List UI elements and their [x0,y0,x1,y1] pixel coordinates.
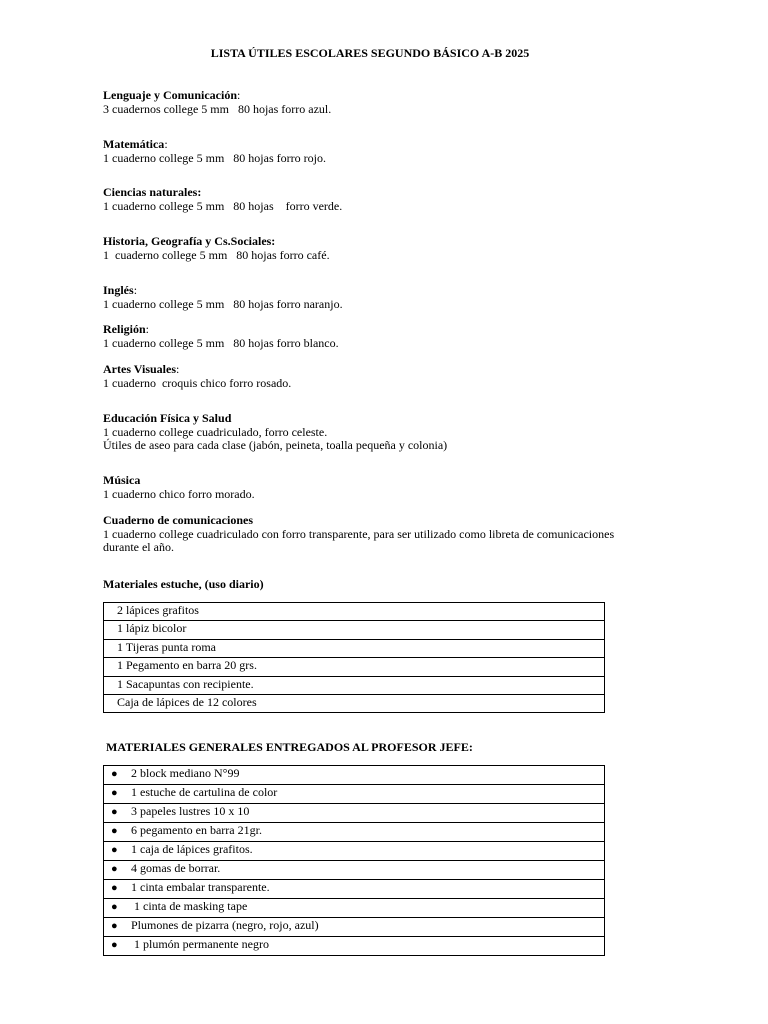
subject-line: 1 cuaderno chico forro morado. [103,486,255,501]
subject-heading: Historia, Geografía y Cs.Sociales: [103,234,276,248]
subject-heading: Matemática [103,137,165,151]
generales-item [104,766,605,785]
generales-item-text: Plumones de pizarra (negro, rojo, azul) [131,918,319,932]
generales-item [104,937,605,956]
subject-heading: Artes Visuales [103,362,176,376]
subject-religion [103,323,663,350]
generales-item [104,899,605,918]
subject-ingles [103,284,663,311]
subject-line: 1 cuaderno college cuadriculado con forro transparente, para ser utilizado como libreta de comunicaciones durante el año. [103,526,615,554]
generales-item-text: 1 estuche de cartulina de color [131,785,278,799]
table-row [104,937,605,956]
estuche-item: 1 lápiz bicolor [104,621,605,639]
bullet-icon: ● [111,920,118,932]
table-row [104,918,605,937]
table-row [104,676,605,694]
generales-table [103,765,605,956]
subject-line: 1 cuaderno college 5 mm 80 hojas forro naranjo. [103,296,343,311]
estuche-item: 1 Sacapuntas con recipiente. [104,676,605,694]
heading-colon: : [145,322,150,336]
heading-colon: : [133,283,138,297]
heading-colon: : [164,137,168,151]
table-row [104,658,605,676]
subject-line: 1 cuaderno college 5 mm 80 hojas forro verde. [103,198,343,213]
generales-item-text: 3 papeles lustres 10 x 10 [131,804,250,818]
table-row [104,861,605,880]
subject-historia [103,235,663,262]
generales-item [104,861,605,880]
subject-line: 1 cuaderno college 5 mm 80 hojas forro blanco. [103,335,339,350]
generales-item-text: 6 pegamento en barra 21gr. [131,823,262,837]
table-row [104,694,605,712]
estuche-item: 1 Tijeras punta roma [104,639,605,657]
subject-heading: Educación Física y Salud [103,411,232,425]
generales-item [104,804,605,823]
subject-line: 3 cuadernos college 5 mm 80 hojas forro azul. [103,101,332,116]
subject-lenguaje [103,89,663,116]
bullet-icon: ● [111,825,118,837]
subject-educacion-fisica [103,412,663,453]
generales-item [104,918,605,937]
subject-line: Útiles de aseo para cada clase (jabón, peineta, toalla pequeña y colonia) [103,438,448,452]
generales-item [104,823,605,842]
bullet-icon: ● [111,863,118,875]
subject-line: 1 cuaderno croquis chico forro rosado. [103,375,292,390]
table-row [104,603,605,621]
subject-heading: Religión [103,322,146,336]
bullet-icon: ● [111,787,118,799]
table-row [104,766,605,785]
subject-line: 1 cuaderno college 5 mm 80 hojas forro café. [103,247,330,262]
subject-heading: Cuaderno de comunicaciones [103,513,253,527]
generales-item-text: 4 gomas de borrar. [131,861,221,875]
bullet-icon: ● [111,882,118,894]
bullet-icon: ● [111,844,118,856]
generales-item [104,842,605,861]
estuche-heading: Materiales estuche, (uso diario) [103,577,264,591]
bullet-icon: ● [111,806,118,818]
subject-comunicaciones [103,514,633,555]
subject-line: 1 cuaderno college cuadriculado, forro celeste. [103,424,328,439]
subject-ciencias [103,186,663,213]
table-row [104,804,605,823]
subject-matematica [103,138,663,165]
subject-heading: Ciencias naturales: [103,185,202,199]
subject-heading: Inglés [103,283,134,297]
generales-item-text: 1 cinta embalar transparente. [131,880,270,894]
table-row [104,621,605,639]
heading-colon: : [176,362,180,376]
heading-colon: : [237,88,241,102]
bullet-icon: ● [111,939,118,951]
table-row [104,823,605,842]
estuche-table [103,602,605,713]
table-row [104,785,605,804]
estuche-item: 2 lápices grafitos [104,603,605,621]
generales-item [104,785,605,804]
subject-heading: Lenguaje y Comunicación [103,88,238,102]
generales-item [104,880,605,899]
table-row [104,880,605,899]
generales-item-text: 2 block mediano N°99 [131,766,240,780]
generales-item-text: 1 cinta de masking tape [131,899,248,913]
subject-heading: Música [103,473,141,487]
generales-heading: MATERIALES GENERALES ENTREGADOS AL PROFESOR JEFE: [106,740,473,754]
table-row [104,842,605,861]
subject-artes [103,363,663,390]
generales-item-text: 1 caja de lápices grafitos. [131,842,253,856]
bullet-icon: ● [111,901,118,913]
estuche-item: Caja de lápices de 12 colores [104,694,605,712]
estuche-item: 1 Pegamento en barra 20 grs. [104,658,605,676]
subject-musica [103,474,663,501]
generales-item-text: 1 plumón permanente negro [131,937,269,951]
bullet-icon: ● [111,768,118,780]
table-row [104,899,605,918]
table-row [104,639,605,657]
page-title: LISTA ÚTILES ESCOLARES SEGUNDO BÁSICO A-B 2025 [210,46,530,60]
subject-line: 1 cuaderno college 5 mm 80 hojas forro rojo. [103,150,326,165]
